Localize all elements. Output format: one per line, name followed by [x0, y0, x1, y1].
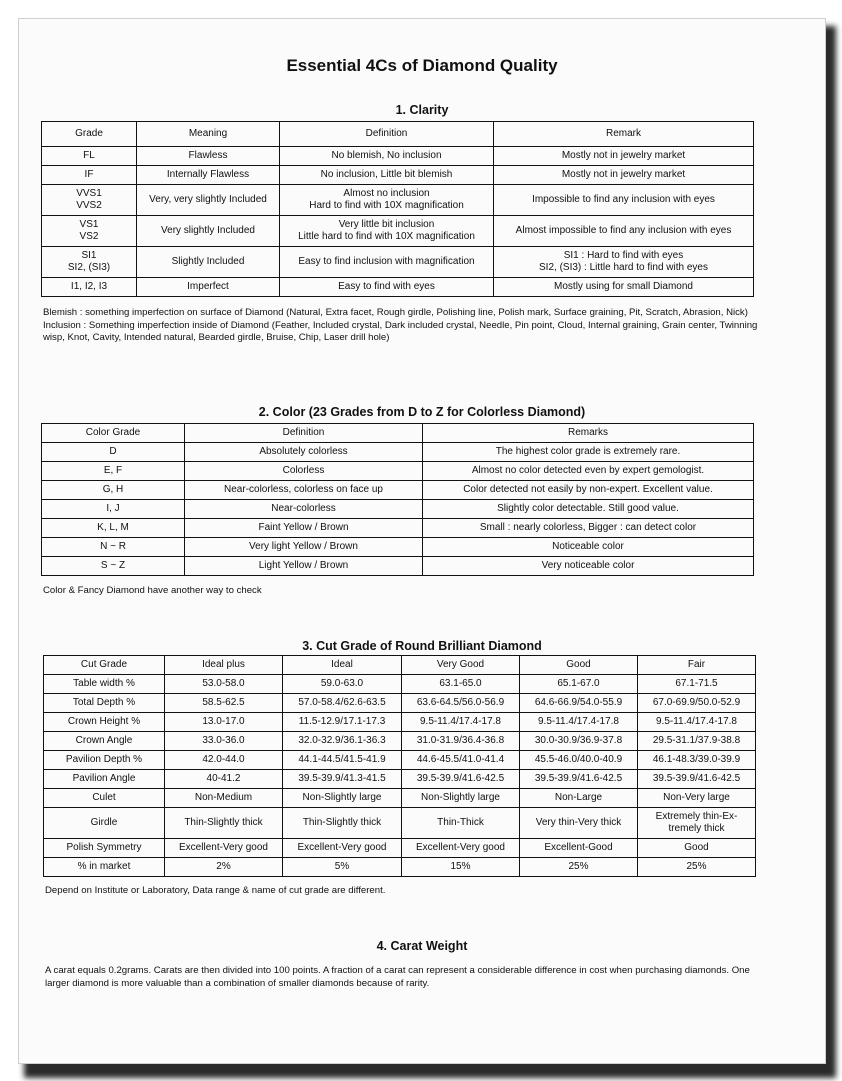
cut-table-row [44, 789, 756, 808]
clarity-table-cell: Easy to find inclusion with magnification [280, 247, 494, 278]
color-table-cell: Color detected not easily by non-expert. Excellent value. [423, 481, 754, 500]
cut-table-cell: 67.1-71.5 [638, 675, 756, 694]
clarity-table-cell: Flawless [137, 147, 280, 166]
cut-table-row [44, 808, 756, 839]
cut-header-cell: Cut Grade [44, 656, 165, 675]
cut-table-row [44, 858, 756, 877]
cut-table-cell: 5% [283, 858, 402, 877]
clarity-table-cell: Almost no inclusion Hard to find with 10X magnification [280, 185, 494, 216]
color-table-cell: Colorless [185, 462, 423, 481]
clarity-table-cell: Impossible to find any inclusion with eyes [494, 185, 754, 216]
cut-table-cell: 57.0-58.4/62.6-63.5 [283, 694, 402, 713]
clarity-table-row [42, 147, 754, 166]
color-table [41, 423, 754, 576]
cut-table-cell: Non-Medium [165, 789, 283, 808]
cut-table-cell: 33.0-36.0 [165, 732, 283, 751]
carat-text: A carat equals 0.2grams. Carats are then divided into 100 points. A fraction of a carat can represent a considerable difference in cost when purchasing diamonds. One larger diamond is more valuable than a combination of smaller diamonds because of rarity. [45, 965, 750, 989]
cut-table-cell: 67.0-69.9/50.0-52.9 [638, 694, 756, 713]
clarity-table-cell: Mostly using for small Diamond [494, 278, 754, 297]
clarity-table-row [42, 166, 754, 185]
cut-table-cell: Polish Symmetry [44, 839, 165, 858]
cut-table-cell: Excellent-Very good [402, 839, 520, 858]
color-table-cell: S ~ Z [42, 557, 185, 576]
cut-body [44, 675, 756, 877]
cut-table-cell: 30.0-30.9/36.9-37.8 [520, 732, 638, 751]
cut-table-cell: Table width % [44, 675, 165, 694]
cut-table-row [44, 675, 756, 694]
color-table-row [42, 500, 754, 519]
cut-table [43, 655, 756, 877]
clarity-table-cell: SI1 : Hard to find with eyes SI2, (SI3) : Little hard to find with eyes [494, 247, 754, 278]
clarity-table [41, 121, 754, 297]
cut-table-cell: Non-Large [520, 789, 638, 808]
clarity-table-cell: Very slightly Included [137, 216, 280, 247]
cut-table-cell: Non-Slightly large [283, 789, 402, 808]
clarity-table-cell: Very, very slightly Included [137, 185, 280, 216]
clarity-table-cell: FL [42, 147, 137, 166]
cut-header-cell: Fair [638, 656, 756, 675]
cut-table-cell: 63.6-64.5/56.0-56.9 [402, 694, 520, 713]
cut-table-row [44, 694, 756, 713]
cut-table-cell: 13.0-17.0 [165, 713, 283, 732]
color-table-cell: E, F [42, 462, 185, 481]
cut-table-cell: Extremely thin-Ex- tremely thick [638, 808, 756, 839]
cut-table-cell: Good [638, 839, 756, 858]
color-table-cell: Small : nearly colorless, Bigger : can detect color [423, 519, 754, 538]
cut-table-row [44, 839, 756, 858]
clarity-table-cell: Mostly not in jewelry market [494, 147, 754, 166]
color-table-cell: Very noticeable color [423, 557, 754, 576]
color-table-row [42, 462, 754, 481]
clarity-table-cell: Almost impossible to find any inclusion with eyes [494, 216, 754, 247]
cut-table-cell: 25% [638, 858, 756, 877]
cut-table-cell: Thin-Thick [402, 808, 520, 839]
clarity-table-row [42, 247, 754, 278]
cut-table-cell: 39.5-39.9/41.6-42.5 [638, 770, 756, 789]
clarity-table-cell: Easy to find with eyes [280, 278, 494, 297]
color-table-cell: Near-colorless, colorless on face up [185, 481, 423, 500]
clarity-table-cell: I1, I2, I3 [42, 278, 137, 297]
cut-heading: 3. Cut Grade of Round Brilliant Diamond [302, 639, 542, 653]
color-table-cell: Light Yellow / Brown [185, 557, 423, 576]
color-table-row [42, 538, 754, 557]
cut-table-cell: % in market [44, 858, 165, 877]
clarity-table-cell: Mostly not in jewelry market [494, 166, 754, 185]
clarity-header-cell: Meaning [137, 122, 280, 147]
color-table-cell: Slightly color detectable. Still good value. [423, 500, 754, 519]
cut-table-cell: Culet [44, 789, 165, 808]
cut-table-cell: 45.5-46.0/40.0-40.9 [520, 751, 638, 770]
clarity-body [42, 147, 754, 297]
clarity-table-cell: IF [42, 166, 137, 185]
cut-table-cell: 40-41.2 [165, 770, 283, 789]
color-header-cell: Definition [185, 424, 423, 443]
cut-table-cell: 64.6-66.9/54.0-55.9 [520, 694, 638, 713]
cut-table-cell: Thin-Slightly thick [165, 808, 283, 839]
clarity-table-cell: VVS1 VVS2 [42, 185, 137, 216]
color-table-cell: The highest color grade is extremely rare. [423, 443, 754, 462]
color-body [42, 443, 754, 576]
clarity-header-cell: Remark [494, 122, 754, 147]
cut-table-row [44, 770, 756, 789]
color-table-cell: K, L, M [42, 519, 185, 538]
cut-table-cell: Pavilion Angle [44, 770, 165, 789]
clarity-table-cell: No blemish, No inclusion [280, 147, 494, 166]
clarity-table-cell: Internally Flawless [137, 166, 280, 185]
cut-table-cell: 29.5-31.1/37.9-38.8 [638, 732, 756, 751]
cut-table-cell: 15% [402, 858, 520, 877]
clarity-table-cell: SI1 SI2, (SI3) [42, 247, 137, 278]
cut-header-cell: Very Good [402, 656, 520, 675]
clarity-table-row [42, 216, 754, 247]
cut-table-cell: Crown Angle [44, 732, 165, 751]
cut-table-row [44, 713, 756, 732]
color-table-row [42, 557, 754, 576]
cut-table-cell: 2% [165, 858, 283, 877]
cut-table-cell: 58.5-62.5 [165, 694, 283, 713]
cut-table-cell: 25% [520, 858, 638, 877]
cut-table-cell: 46.1-48.3/39.0-39.9 [638, 751, 756, 770]
color-table-row [42, 443, 754, 462]
cut-table-cell: 42.0-44.0 [165, 751, 283, 770]
clarity-table-row [42, 278, 754, 297]
clarity-heading: 1. Clarity [395, 103, 449, 117]
color-table-cell: Noticeable color [423, 538, 754, 557]
clarity-table-cell: Imperfect [137, 278, 280, 297]
clarity-table-cell: Very little bit inclusion Little hard to find with 10X magnification [280, 216, 494, 247]
color-table-cell: D [42, 443, 185, 462]
cut-header-cell: Ideal plus [165, 656, 283, 675]
cut-table-cell: Very thin-Very thick [520, 808, 638, 839]
carat-heading: 4. Carat Weight [376, 939, 468, 953]
document-title: Essential 4Cs of Diamond Quality [286, 56, 558, 75]
cut-table-cell: 9.5-11.4/17.4-17.8 [402, 713, 520, 732]
cut-table-cell: Excellent-Very good [283, 839, 402, 858]
clarity-table-cell: VS1 VS2 [42, 216, 137, 247]
color-table-row [42, 519, 754, 538]
clarity-header-cell: Definition [280, 122, 494, 147]
color-table-cell: Almost no color detected even by expert gemologist. [423, 462, 754, 481]
cut-table-cell: 9.5-11.4/17.4-17.8 [638, 713, 756, 732]
clarity-note: Blemish : something imperfection on surface of Diamond (Natural, Extra facet, Rough girdle, Polishing line, Polish mark, Surface graining, Pit, Scratch, Abrasion, Nick) Inclusion : Something imperfection inside of Diamond (Feather, Included crystal, Dark included crystal, Needle, Pin point, Cloud, Internal graining, Grain center, Twinning wisp, Knot, Cavity, Intended natural, Bearded girdle, Bruise, Chip, Laser drill hole) [43, 307, 758, 343]
cut-table-cell: 39.5-39.9/41.6-42.5 [520, 770, 638, 789]
cut-table-cell: 59.0-63.0 [283, 675, 402, 694]
cut-table-row [44, 751, 756, 770]
cut-table-cell: 9.5-11.4/17.4-17.8 [520, 713, 638, 732]
color-table-cell: Near-colorless [185, 500, 423, 519]
cut-table-cell: Pavilion Depth % [44, 751, 165, 770]
color-table-cell: I, J [42, 500, 185, 519]
clarity-table-cell: Slightly Included [137, 247, 280, 278]
clarity-table-row [42, 185, 754, 216]
cut-table-cell: Non-Slightly large [402, 789, 520, 808]
cut-table-row [44, 732, 756, 751]
cut-table-cell: 11.5-12.9/17.1-17.3 [283, 713, 402, 732]
color-header-cell: Color Grade [42, 424, 185, 443]
clarity-table-cell: No inclusion, Little bit blemish [280, 166, 494, 185]
color-table-cell: N ~ R [42, 538, 185, 557]
cut-table-cell: Excellent-Good [520, 839, 638, 858]
color-table-cell: Very light Yellow / Brown [185, 538, 423, 557]
cut-table-cell: Non-Very large [638, 789, 756, 808]
cut-table-cell: Total Depth % [44, 694, 165, 713]
cut-header-cell: Ideal [283, 656, 402, 675]
document-page [18, 18, 826, 1064]
cut-table-cell: 31.0-31.9/36.4-36.8 [402, 732, 520, 751]
clarity-header-cell: Grade [42, 122, 137, 147]
color-table-cell: G, H [42, 481, 185, 500]
cut-table-cell: Crown Height % [44, 713, 165, 732]
cut-header-cell: Good [520, 656, 638, 675]
cut-table-cell: 53.0-58.0 [165, 675, 283, 694]
cut-table-cell: 39.5-39.9/41.3-41.5 [283, 770, 402, 789]
color-heading: 2. Color (23 Grades from D to Z for Colorless Diamond) [258, 405, 586, 419]
cut-table-cell: 44.6-45.5/41.0-41.4 [402, 751, 520, 770]
color-table-cell: Absolutely colorless [185, 443, 423, 462]
cut-table-cell: 44.1-44.5/41.5-41.9 [283, 751, 402, 770]
color-header-row [42, 424, 754, 443]
cut-table-cell: 39.5-39.9/41.6-42.5 [402, 770, 520, 789]
cut-table-cell: 65.1-67.0 [520, 675, 638, 694]
color-table-cell: Faint Yellow / Brown [185, 519, 423, 538]
cut-header-row [44, 656, 756, 675]
cut-table-cell: Excellent-Very good [165, 839, 283, 858]
cut-table-cell: 63.1-65.0 [402, 675, 520, 694]
clarity-header-row [42, 122, 754, 147]
cut-table-cell: Thin-Slightly thick [283, 808, 402, 839]
cut-table-cell: 32.0-32.9/36.1-36.3 [283, 732, 402, 751]
cut-table-cell: Girdle [44, 808, 165, 839]
color-note: Color & Fancy Diamond have another way to check [43, 585, 262, 596]
cut-note: Depend on Institute or Laboratory, Data range & name of cut grade are different. [45, 885, 386, 896]
color-header-cell: Remarks [423, 424, 754, 443]
color-table-row [42, 481, 754, 500]
